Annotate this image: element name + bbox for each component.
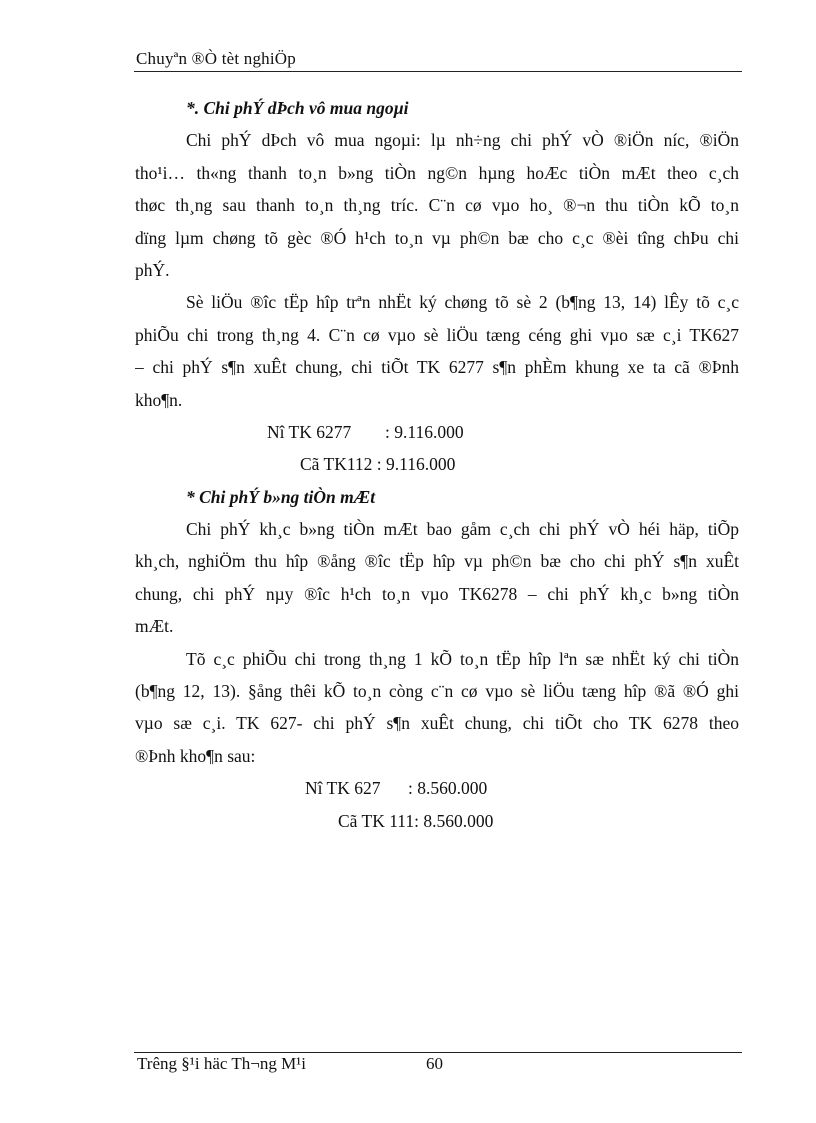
paragraph-line: Sè liÖu ®îc tËp hîp trªn nhËt ký chøng tõ sè 2 (b¶ng 13, 14) lÊy tõ c¸c (186, 292, 739, 313)
section-heading-cash-expenses: * Chi phÝ b»ng tiÒn mÆt (186, 486, 376, 507)
section-heading-external-services: *. Chi phÝ dÞch vô mua ngoµi (186, 98, 409, 118)
paragraph-line: (b¶ng 12, 13). §ång thêi kÕ to¸n còng c¨n cø vµo sè liÖu tæng hîp ®ã ®Ó ghi (135, 681, 739, 702)
running-footer: Trêng §¹i häc Th¬ng M¹i (137, 1054, 307, 1073)
debit-account: Nî TK 6277 (267, 421, 352, 442)
paragraph-line: Tõ c¸c phiÕu chi trong th¸ng 1 kÕ to¸n tËp hîp lªn sæ nhËt ký chi tiÒn (186, 648, 739, 669)
debit-amount: : 9.116.000 (385, 421, 464, 442)
paragraph-line: kh¸ch, nghiÖm thu hîp ®ång ®îc tËp hîp vµ ph©n bæ cho chi phÝ s¶n xuÊt (135, 551, 739, 572)
paragraph-line: phÝ. (135, 259, 170, 280)
paragraph-line: chung, chi phÝ nµy ®îc h¹ch to¸n vµo TK6278 – chi phÝ kh¸c b»ng tiÒn (135, 583, 739, 604)
journal-entry-6278 (135, 772, 739, 837)
paragraph-external-services (135, 124, 739, 286)
page-body (135, 92, 739, 837)
paragraph-line: kho¶n. (135, 389, 183, 410)
running-header: Chuyªn ®Ò tèt nghiÖp (136, 49, 296, 68)
paragraph-line: ®Þnh kho¶n sau: (135, 745, 256, 766)
header-divider (134, 71, 742, 72)
debit-amount: : 8.560.000 (408, 778, 488, 799)
footer-divider (134, 1052, 742, 1053)
paragraph-line: tho¹i… th«ng thanh to¸n b»ng tiÒn ng©n hµng hoÆc tiÒn mÆt theo c¸ch (135, 162, 739, 183)
paragraph-line: vµo sæ c¸i. TK 627- chi phÝ s¶n xuÊt chung, chi tiÕt cho TK 6278 theo (135, 713, 739, 734)
journal-entry-6277 (135, 416, 739, 481)
paragraph-cash-journal (135, 643, 739, 773)
paragraph-line: phiÕu chi trong th¸ng 4. C¨n cø vµo sè liÖu tæng céng ghi vµo sæ c¸i TK627 (135, 324, 739, 345)
debit-line (135, 772, 739, 804)
credit-line: Cã TK 111: 8.560.000 (338, 810, 494, 831)
credit-line: Cã TK112 : 9.116.000 (300, 454, 456, 475)
paragraph-line: – chi phÝ s¶n xuÊt chung, chi tiÕt TK 6277 s¶n phÈm khung xe ta cã ®Þnh (135, 357, 739, 378)
page-number: 60 (426, 1054, 443, 1073)
debit-account: Nî TK 627 (305, 778, 381, 799)
paragraph-line: Chi phÝ kh¸c b»ng tiÒn mÆt bao gåm c¸ch chi phÝ vÒ héi häp, tiÕp (186, 519, 739, 540)
debit-line (135, 416, 739, 448)
paragraph-journal-source (135, 286, 739, 416)
paragraph-line: mÆt. (135, 616, 174, 637)
paragraph-cash-expenses (135, 513, 739, 643)
paragraph-line: Chi phÝ dÞch vô mua ngoµi: lµ nh÷ng chi phÝ vÒ ®iÖn níc, ®iÖn (186, 130, 739, 151)
paragraph-line: dïng lµm chøng tõ gèc ®Ó h¹ch to¸n vµ ph©n bæ cho c¸c ®èi tîng chÞu chi (135, 227, 739, 248)
paragraph-line: thøc th¸ng sau thanh to¸n th¸ng tríc. C¨n cø vµo ho¸ ®¬n thu tiÒn kÕ to¸n (135, 195, 739, 216)
